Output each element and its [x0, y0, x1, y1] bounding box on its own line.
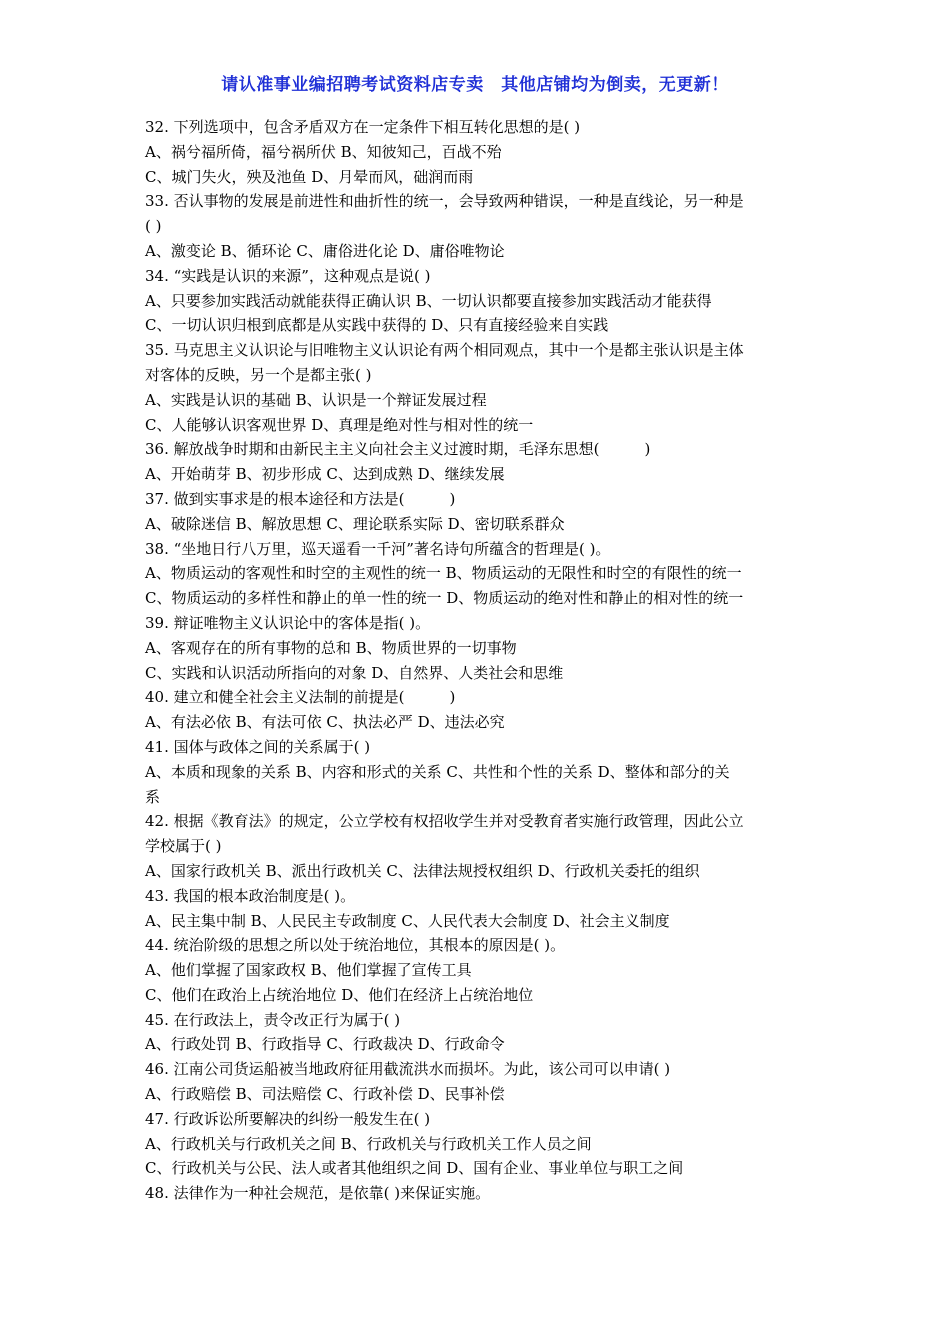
- question-text: 47. 行政诉讼所要解决的纠纷一般发生在( ): [145, 1109, 431, 1128]
- question-text: 40. 建立和健全社会主义法制的前提是( ): [145, 688, 456, 707]
- answer-line: 系: [145, 787, 161, 806]
- answer-line: C、实践和认识活动所指向的对象 D、自然界、人类社会和思维: [145, 663, 564, 682]
- question-text: 43. 我国的根本政治制度是( )。: [145, 886, 356, 905]
- question-text: 45. 在行政法上，责令改正行为属于( ): [145, 1010, 401, 1029]
- answer-line: 对客体的反映，另一个是都主张( ): [145, 365, 372, 384]
- question-text: 46. 江南公司货运船被当地政府征用截流洪水而损坏。为此，该公司可以申请( ): [145, 1060, 671, 1079]
- answer-line: A、行政赔偿 B、司法赔偿 C、行政补偿 D、民事补偿: [145, 1085, 505, 1104]
- question-text: 44. 统治阶级的思想之所以处于统治地位，其根本的原因是( )。: [145, 936, 566, 955]
- answer-line: A、他们掌握了国家政权 B、他们掌握了宣传工具: [145, 961, 472, 980]
- answer-line: A、祸兮福所倚，福兮祸所伏 B、知彼知己，百战不殆: [145, 142, 502, 161]
- answer-line: A、物质运动的客观性和时空的主观性的统一 B、物质运动的无限性和时空的有限性的统一: [145, 564, 742, 583]
- answer-line: ( ): [145, 217, 162, 236]
- answer-line: A、本质和现象的关系 B、内容和形式的关系 C、共性和个性的关系 D、整体和部分的关: [145, 762, 730, 781]
- question-text: 33. 否认事物的发展是前进性和曲折性的统一，会导致两种错误，一种是直线论，另一种是: [145, 192, 744, 211]
- answer-line: 学校属于( ): [145, 837, 222, 856]
- answer-line: C、人能够认识客观世界 D、真理是绝对性与相对性的统一: [145, 415, 534, 434]
- answer-line: C、行政机关与公民、法人或者其他组织之间 D、国有企业、事业单位与职工之间: [145, 1159, 684, 1178]
- answer-line: C、一切认识归根到底都是从实践中获得的 D、只有直接经验来自实践: [145, 316, 609, 335]
- answer-line: C、城门失火，殃及池鱼 D、月晕而风，础润而雨: [145, 167, 474, 186]
- question-text: 37. 做到实事求是的根本途径和方法是( ): [145, 489, 456, 508]
- answer-line: A、有法必依 B、有法可依 C、执法必严 D、违法必究: [145, 713, 505, 732]
- answer-line: A、民主集中制 B、人民民主专政制度 C、人民代表大会制度 D、社会主义制度: [145, 911, 670, 930]
- question-text: 41. 国体与政体之间的关系属于( ): [145, 737, 371, 756]
- answer-line: A、只要参加实践活动就能获得正确认识 B、一切认识都要直接参加实践活动才能获得: [145, 291, 712, 310]
- question-text: 38. “坐地日行八万里，巡天遥看一千河”著名诗句所蕴含的哲理是( )。: [145, 539, 611, 558]
- question-text: 39. 辩证唯物主义认识论中的客体是指( )。: [145, 613, 431, 632]
- answer-line: A、开始萌芽 B、初步形成 C、达到成熟 D、继续发展: [145, 465, 505, 484]
- question-text: 32. 下列选项中，包含矛盾双方在一定条件下相互转化思想的是( ): [145, 118, 581, 136]
- question-text: 36. 解放战争时期和由新民主主义向社会主义过渡时期，毛泽东思想( ): [145, 440, 651, 459]
- answer-line: C、他们在政治上占统治地位 D、他们在经济上占统治地位: [145, 985, 534, 1004]
- answer-line: A、客观存在的所有事物的总和 B、物质世界的一切事物: [145, 638, 517, 657]
- answer-line: A、国家行政机关 B、派出行政机关 C、法律法规授权组织 D、行政机关委托的组织: [145, 861, 700, 880]
- question-list: [145, 115, 815, 1206]
- answer-line: A、行政处罚 B、行政指导 C、行政裁决 D、行政命令: [145, 1035, 505, 1054]
- answer-line: A、行政机关与行政机关之间 B、行政机关与行政机关工作人员之间: [145, 1134, 592, 1153]
- answer-line: A、破除迷信 B、解放思想 C、理论联系实际 D、密切联系群众: [145, 514, 565, 533]
- question-text: 35. 马克思主义认识论与旧唯物主义认识论有两个相同观点，其中一个是都主张认识是主体: [145, 341, 744, 360]
- question-text: 42. 根据《教育法》的规定，公立学校有权招收学生并对受教育者实施行政管理，因此公立: [145, 812, 744, 831]
- question-text: 34. “实践是认识的来源”，这种观点是说( ): [145, 266, 431, 285]
- shop-notice-header: 请认准事业编招聘考试资料店专卖 其他店铺均为倒卖，无更新！: [221, 75, 729, 95]
- answer-line: C、物质运动的多样性和静止的单一性的统一 D、物质运动的绝对性和静止的相对性的统一: [145, 589, 744, 608]
- answer-line: A、激变论 B、循环论 C、庸俗进化论 D、庸俗唯物论: [145, 241, 505, 260]
- question-text: 48. 法律作为一种社会规范，是依靠( )来保证实施。: [145, 1184, 491, 1203]
- answer-line: A、实践是认识的基础 B、认识是一个辩证发展过程: [145, 390, 487, 409]
